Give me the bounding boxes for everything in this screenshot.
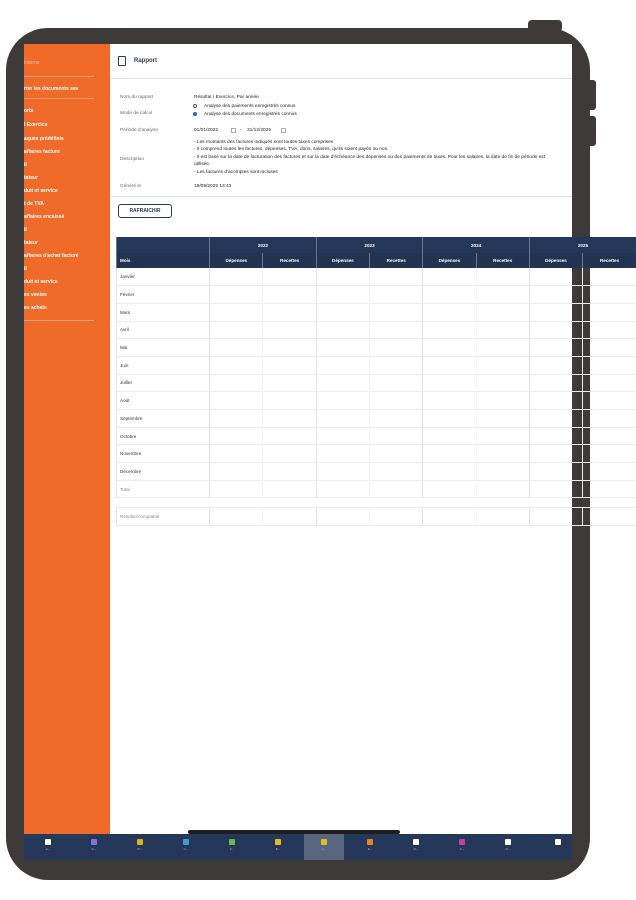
box-icon (137, 839, 143, 845)
report-name-label: Nom du rapport (120, 95, 154, 100)
table-row (117, 356, 636, 374)
spacer-row (117, 498, 636, 508)
period-separator: - (240, 128, 242, 133)
table-cell (583, 392, 636, 410)
table-cell (316, 286, 369, 304)
table-cell (423, 392, 476, 410)
table-cell (529, 356, 582, 374)
table-cell (316, 463, 369, 481)
table-cell (370, 508, 423, 526)
table-cell (583, 374, 636, 392)
table-cell (316, 374, 369, 392)
table-cell (263, 445, 316, 463)
table-cell (210, 508, 263, 526)
radio-payments[interactable] (193, 104, 197, 108)
dock-label: A... (45, 847, 51, 851)
table-cell (316, 410, 369, 428)
dock-label: O... (505, 847, 511, 851)
report-table (116, 237, 636, 526)
sidebar-item-detail[interactable]: il (24, 266, 27, 272)
row-label: Mars (117, 303, 210, 321)
table-cell (423, 463, 476, 481)
table-cell (583, 268, 636, 286)
table-cell (476, 392, 529, 410)
table-cell (529, 286, 582, 304)
row-label: Janvier (117, 268, 210, 286)
bank-icon (275, 839, 281, 845)
row-label: Avril (117, 321, 210, 339)
table-cell (263, 339, 316, 357)
folder-icon (413, 839, 419, 845)
dock-label: E... (367, 847, 373, 851)
table-cell (370, 356, 423, 374)
gear-icon (555, 839, 561, 845)
table-cell (370, 410, 423, 428)
table-cell (263, 356, 316, 374)
table-cell (263, 463, 316, 481)
table-cell (210, 303, 263, 321)
row-label: Total (117, 480, 210, 498)
table-cell (476, 374, 529, 392)
dock-label: F... (229, 847, 234, 851)
sidebar-item-product-service[interactable]: duit et service (24, 188, 58, 194)
generated-label: Généré le (120, 184, 142, 189)
table-cell (423, 480, 476, 498)
expenses-header: Dépenses (529, 253, 582, 268)
row-label: Septembre (117, 410, 210, 428)
table-cell (210, 445, 263, 463)
expenses-header: Dépenses (210, 253, 263, 268)
table-row (117, 410, 636, 428)
table-cell (423, 427, 476, 445)
revenue-header: Recettes (476, 253, 529, 268)
dock-item-book[interactable] (74, 834, 114, 860)
table-row (117, 463, 636, 481)
description-line: - Il comprend toutes les factures, dépenses, TVA, dons, salaires, qu'ils soient payés ou non. (194, 147, 389, 152)
dock-item-calendar[interactable] (442, 834, 482, 860)
sidebar-divider (24, 98, 94, 99)
month-header: Mois (117, 253, 210, 268)
table-cell (583, 286, 636, 304)
table-cell (423, 339, 476, 357)
table-cell (210, 463, 263, 481)
table-row (117, 445, 636, 463)
result-row (117, 508, 636, 526)
dock-item-box[interactable] (120, 834, 160, 860)
table-cell (210, 427, 263, 445)
table-cell (529, 463, 582, 481)
table-cell (583, 508, 636, 526)
tablet-screen (24, 44, 620, 860)
dock-label: D... (413, 847, 419, 851)
table-cell (316, 392, 369, 410)
dock-item-folder[interactable] (396, 834, 436, 860)
revenue-header: Recettes (370, 253, 423, 268)
tools-icon (505, 839, 511, 845)
calc-mode-label: Mode de calcul (120, 111, 153, 116)
table-row (117, 286, 636, 304)
sidebar-item-detail[interactable]: il (24, 162, 27, 168)
table-cell (423, 374, 476, 392)
dock-item-building[interactable] (166, 834, 206, 860)
form-divider (110, 196, 572, 197)
header-divider (110, 78, 572, 79)
dock-item-bank[interactable] (258, 834, 298, 860)
sidebar-item-exercise[interactable]: l Exercice (24, 122, 48, 128)
table-cell (423, 303, 476, 321)
table-cell (370, 268, 423, 286)
sidebar-item-sales[interactable]: es ventes (24, 292, 47, 298)
dock-item-search[interactable] (304, 834, 344, 860)
row-label: Août (117, 392, 210, 410)
table-row (117, 427, 636, 445)
table-cell (263, 410, 316, 428)
sidebar-divider (24, 76, 94, 77)
table-cell (316, 268, 369, 286)
sidebar-item-product-service[interactable]: duit et service (24, 279, 58, 285)
table-cell (476, 356, 529, 374)
table-cell (529, 392, 582, 410)
table-cell (210, 268, 263, 286)
sidebar-item-reports[interactable]: orts (24, 108, 34, 114)
table-cell (370, 303, 423, 321)
description-line: - Il est basé sur la date de facturation des factures et sur la date d'échéance des dépenses ou des paiements de taxes. Pour les salaires, la date de fin de période est utilisée. (194, 155, 546, 167)
calendar-icon[interactable] (281, 128, 286, 133)
table-cell (263, 374, 316, 392)
period-to[interactable]: 31/12/2025 (247, 128, 272, 133)
table-cell (210, 480, 263, 498)
table-cell (316, 356, 369, 374)
main-content (110, 44, 620, 834)
table-cell (529, 339, 582, 357)
table-cell (370, 321, 423, 339)
dock-label: Pr... (137, 847, 143, 851)
table-cell (529, 410, 582, 428)
radio-documents[interactable] (193, 112, 197, 116)
table-cell (263, 427, 316, 445)
row-label: Juin (117, 356, 210, 374)
search-icon (321, 839, 327, 845)
table-cell (529, 303, 582, 321)
year-header: 2024 (423, 237, 530, 253)
radio-payments-label: Analyse des paiements enregistrés connus (204, 104, 296, 109)
table-row (117, 339, 636, 357)
year-header: 2025 (529, 237, 636, 253)
row-label: Février (117, 286, 210, 304)
export-icon (367, 839, 373, 845)
row-label: Mai (117, 339, 210, 357)
table-cell (476, 508, 529, 526)
table-cell (476, 427, 529, 445)
table-cell (583, 427, 636, 445)
table-cell (263, 268, 316, 286)
dock-label: A... (459, 847, 465, 851)
table-cell (583, 410, 636, 428)
year-header-blank (117, 237, 210, 253)
table-cell (476, 463, 529, 481)
table-cell (263, 321, 316, 339)
table-cell (316, 303, 369, 321)
table-cell (263, 480, 316, 498)
dock-label: A... (321, 847, 327, 851)
sidebar-item-purchase-invoiced[interactable]: affaires d'achat facturé (24, 253, 79, 259)
table-cell (423, 410, 476, 428)
table-cell (476, 321, 529, 339)
table-cell (370, 427, 423, 445)
table-cell (529, 480, 582, 498)
row-label: Juillet (117, 374, 210, 392)
table-cell (263, 303, 316, 321)
table-cell (263, 508, 316, 526)
sidebar-item-sort[interactable]: rter les documents sav (24, 86, 79, 92)
table-row (117, 303, 636, 321)
table-cell (476, 445, 529, 463)
table-cell (583, 463, 636, 481)
table-cell (370, 463, 423, 481)
generated-value: 19/09/2025 13:43 (194, 184, 232, 189)
table-cell (316, 339, 369, 357)
sidebar-divider (24, 320, 94, 321)
period-label: Période d'analyse (120, 128, 158, 133)
table-cell (370, 339, 423, 357)
table-cell (529, 427, 582, 445)
table-cell (263, 392, 316, 410)
table-cell (583, 303, 636, 321)
table-cell (210, 339, 263, 357)
building-icon (183, 839, 189, 845)
dock-label: G... (91, 847, 97, 851)
table-cell (316, 480, 369, 498)
table-cell (583, 356, 636, 374)
year-header: 2023 (316, 237, 423, 253)
table-cell (210, 356, 263, 374)
table-cell (583, 321, 636, 339)
home-icon (45, 839, 51, 845)
table-cell (316, 445, 369, 463)
table-cell (316, 508, 369, 526)
revenue-header: Recettes (263, 253, 316, 268)
table-row (117, 268, 636, 286)
report-name-value: Résultat / Exercice, Par année (194, 95, 259, 100)
table-cell (476, 286, 529, 304)
sidebar (24, 44, 110, 834)
radio-documents-label: Analyse des documents enregistrés connus (204, 112, 297, 117)
table-cell (476, 268, 529, 286)
table-cell (476, 410, 529, 428)
table-cell (529, 374, 582, 392)
sidebar-item-vat[interactable]: t de TVA (24, 201, 44, 207)
table-cell (210, 410, 263, 428)
table-cell (529, 268, 582, 286)
dock-label: C... (183, 847, 189, 851)
sidebar-item-detail[interactable]: il (24, 227, 27, 233)
table-cell (583, 445, 636, 463)
table-cell (529, 508, 582, 526)
table-cell (370, 445, 423, 463)
table-cell (263, 286, 316, 304)
table-cell (476, 480, 529, 498)
calendar-icon[interactable] (231, 128, 236, 133)
description-line: - Les montants des factures indiqués sont toutes taxes comprises (194, 140, 334, 145)
table-cell (529, 445, 582, 463)
invoice-icon (229, 839, 235, 845)
table-cell (476, 339, 529, 357)
table-cell (423, 508, 476, 526)
row-label: Résultat comptable (117, 508, 210, 526)
table-cell (423, 356, 476, 374)
dock-item-invoice[interactable] (212, 834, 252, 860)
period-from[interactable]: 01/01/2022 (194, 128, 219, 133)
sidebar-top-label: Interne (24, 60, 40, 66)
table-cell (210, 374, 263, 392)
table-cell (316, 321, 369, 339)
sidebar-item-author[interactable]: tateur (24, 175, 38, 181)
dock-label: B... (275, 847, 281, 851)
table-cell (583, 339, 636, 357)
table-cell (583, 480, 636, 498)
spacer-cell (117, 498, 636, 508)
dock-bar (24, 834, 572, 860)
page-title: Rapport (134, 58, 157, 64)
dock-item-gear[interactable] (548, 834, 568, 860)
table-cell (529, 321, 582, 339)
table-cell (423, 445, 476, 463)
table-cell (370, 374, 423, 392)
sidebar-item-invoiced-revenue[interactable]: affaires facturé (24, 149, 60, 155)
table-cell (210, 321, 263, 339)
year-header: 2022 (210, 237, 317, 253)
dock-item-tools[interactable] (488, 834, 528, 860)
calendar-icon (459, 839, 465, 845)
expenses-header: Dépenses (316, 253, 369, 268)
sidebar-item-purchases[interactable]: es achats (24, 305, 47, 311)
row-label: Décembre (117, 463, 210, 481)
table-row (117, 321, 636, 339)
revenue-header: Recettes (583, 253, 636, 268)
row-label: Novembre (117, 445, 210, 463)
table-cell (423, 286, 476, 304)
sidebar-item-predefined[interactable]: aques prédéfinis (24, 136, 64, 142)
dock-item-export[interactable] (350, 834, 390, 860)
total-row (117, 480, 636, 498)
table-cell (370, 286, 423, 304)
table-cell (210, 286, 263, 304)
refresh-button[interactable]: RAFRAICHIR (118, 204, 172, 218)
table-row (117, 374, 636, 392)
description-line: - Les factures d'acomptes sont incluses (194, 170, 278, 175)
row-label: Octobre (117, 427, 210, 445)
table-cell (316, 427, 369, 445)
table-row (117, 392, 636, 410)
sidebar-item-cashed-revenue[interactable]: affaires encaissé (24, 214, 65, 220)
table-cell (423, 321, 476, 339)
dock-item-home[interactable] (28, 834, 68, 860)
document-icon (118, 56, 126, 66)
sidebar-item-author[interactable]: tateur (24, 240, 38, 246)
book-icon (91, 839, 97, 845)
table-cell (370, 480, 423, 498)
table-cell (370, 392, 423, 410)
table-cell (476, 303, 529, 321)
expenses-header: Dépenses (423, 253, 476, 268)
description-label: Description (120, 157, 144, 162)
table-cell (423, 268, 476, 286)
table-cell (210, 392, 263, 410)
